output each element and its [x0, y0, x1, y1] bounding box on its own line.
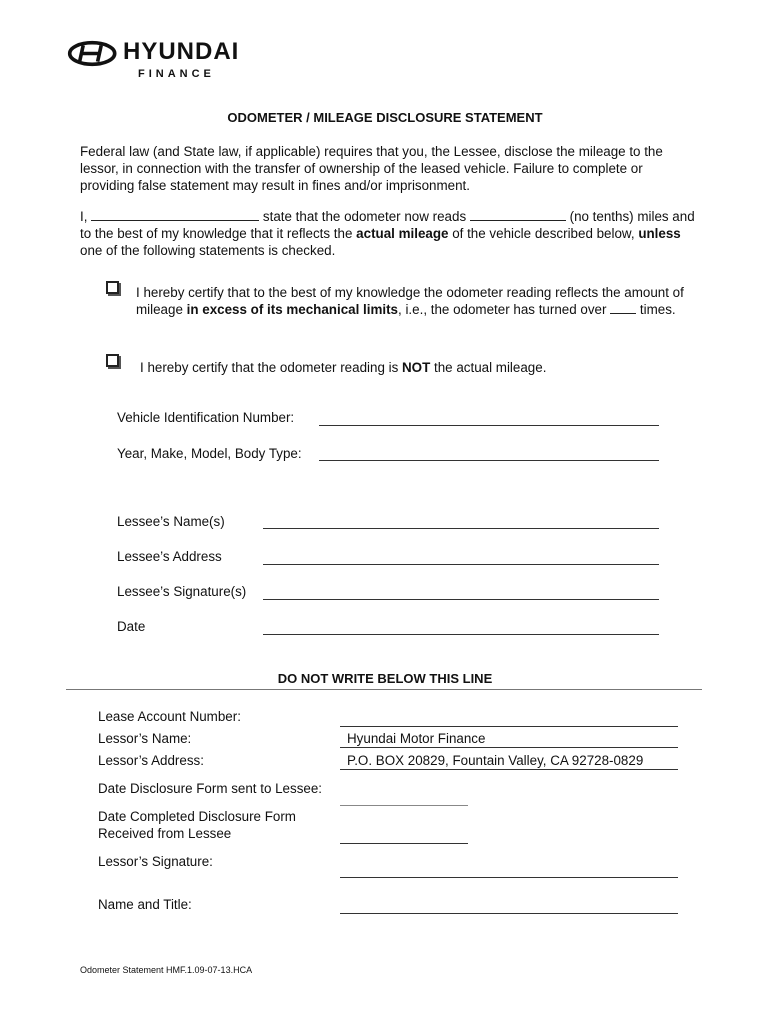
mechanical-limits-checkbox[interactable]	[106, 281, 119, 294]
name-title-label: Name and Title:	[98, 897, 192, 912]
lease-account-label: Lease Account Number:	[98, 709, 241, 724]
not-actual-mileage-checkbox[interactable]	[106, 354, 119, 367]
lessor-signature-field[interactable]	[340, 877, 678, 878]
intro-paragraph: Federal law (and State law, if applicable) requires that you, the Lessee, disclose the mileage to the lessor, in connection with the transfer of ownership of the leased vehicle. Failure to complete or providing false statement may result in fines and/or imprisonment.	[80, 144, 663, 193]
lessee-name-label: Lessee’s Name(s)	[117, 514, 225, 529]
lessee-name-field[interactable]	[263, 528, 659, 529]
odometer-statement: I, state that the odometer now reads (no tenths) miles and to the best of my knowledge that it reflects the actual mileage of the vehicle described below, unless one of the following statements is checked.	[80, 209, 695, 258]
brand-subtitle: FINANCE	[138, 68, 215, 80]
lessee-date-label: Date	[117, 619, 146, 634]
lease-account-field[interactable]	[340, 726, 678, 727]
vin-label: Vehicle Identification Number:	[117, 410, 295, 425]
lessee-address-field[interactable]	[263, 564, 659, 565]
lessor-name-underline	[340, 747, 678, 748]
year-make-model-field[interactable]	[319, 460, 659, 461]
lessee-name-blank[interactable]	[91, 208, 259, 221]
lessor-address-value: P.O. BOX 20829, Fountain Valley, CA 92728-0829	[347, 753, 644, 768]
lessee-signature-field[interactable]	[263, 599, 659, 600]
cert-mechanical-limits: I hereby certify that to the best of my knowledge the odometer reading reflects the amount of mileage in excess of its mechanical limits, i.e., the odometer has turned over times.	[136, 285, 684, 317]
do-not-write-heading: DO NOT WRITE BELOW THIS LINE	[277, 671, 493, 686]
separator-line	[66, 689, 702, 690]
form-title: ODOMETER / MILEAGE DISCLOSURE STATEMENT	[227, 110, 543, 125]
hyundai-logo-icon	[66, 40, 122, 76]
vin-field[interactable]	[319, 425, 659, 426]
lessor-address-label: Lessor’s Address:	[98, 753, 204, 768]
name-title-field[interactable]	[340, 913, 678, 914]
lessee-address-label: Lessee’s Address	[117, 549, 222, 564]
lessee-signature-label: Lessee’s Signature(s)	[117, 584, 247, 599]
date-completed-label-1: Date Completed Disclosure Form	[98, 809, 296, 824]
lessor-signature-label: Lessor’s Signature:	[98, 854, 213, 869]
lessee-date-field[interactable]	[263, 634, 659, 635]
lessor-name-label: Lessor’s Name:	[98, 731, 192, 746]
form-footer: Odometer Statement HMF.1.09-07-13.HCA	[80, 965, 253, 975]
turned-over-count-blank[interactable]	[610, 301, 636, 314]
brand-name: HYUNDAI	[123, 38, 240, 65]
lessor-name-value: Hyundai Motor Finance	[347, 731, 486, 746]
odometer-reading-blank[interactable]	[470, 208, 566, 221]
date-completed-field[interactable]	[340, 843, 468, 844]
year-make-model-label: Year, Make, Model, Body Type:	[117, 446, 302, 461]
cert-not-actual-mileage: I hereby certify that the odometer reading is NOT the actual mileage.	[140, 360, 547, 375]
date-sent-field[interactable]	[340, 805, 468, 806]
lessor-address-underline	[340, 769, 678, 770]
date-sent-label: Date Disclosure Form sent to Lessee:	[98, 781, 323, 796]
date-completed-label-2: Received from Lessee	[98, 826, 232, 841]
